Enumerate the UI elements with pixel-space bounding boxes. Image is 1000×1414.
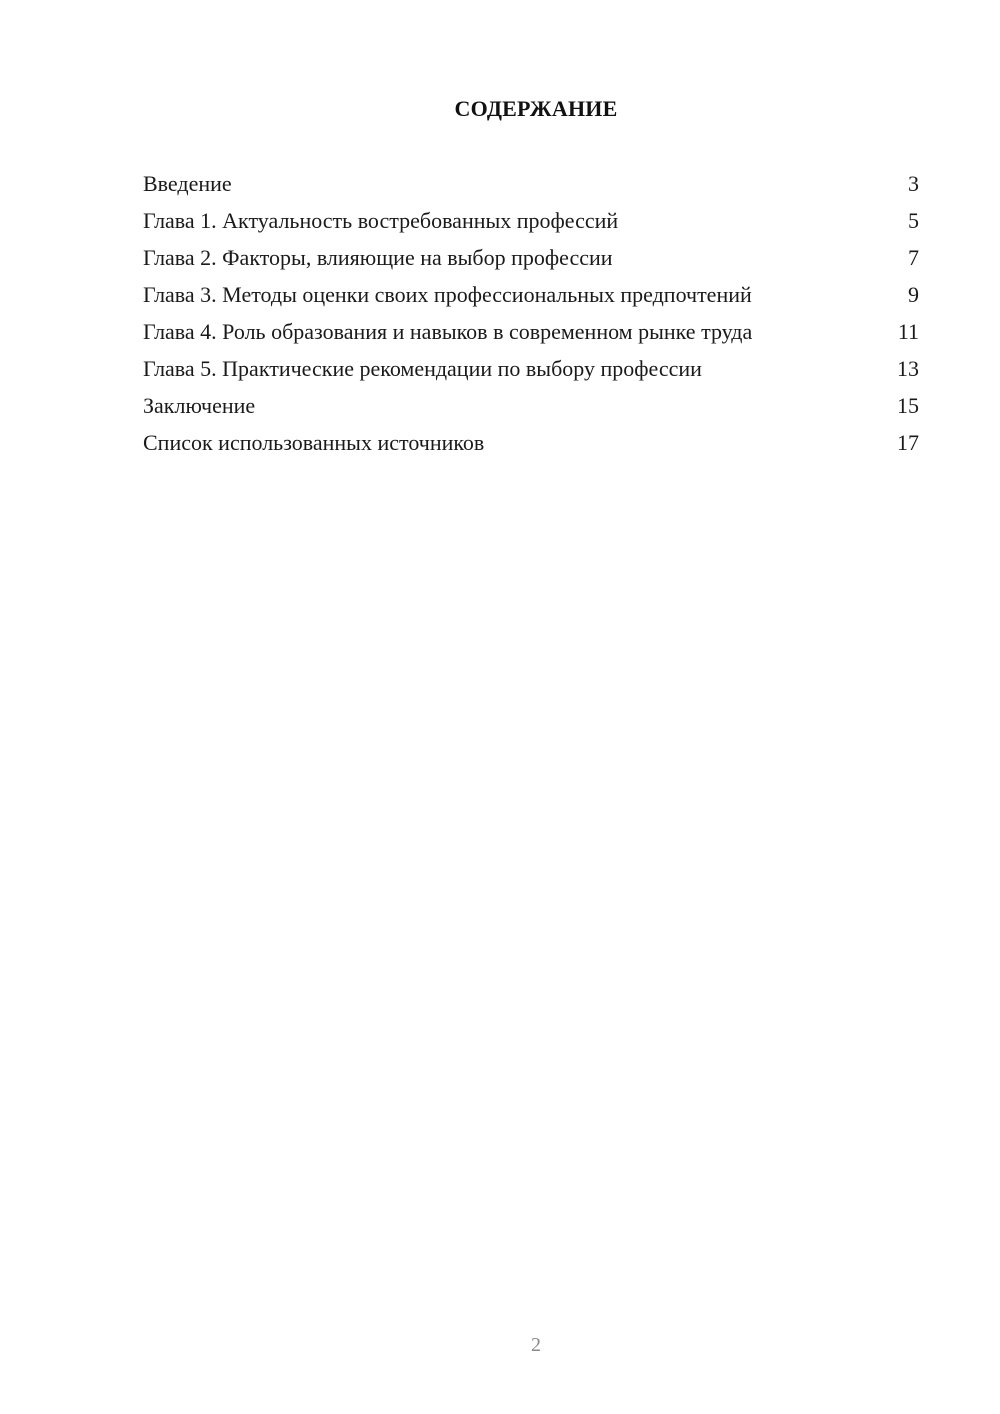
toc-entry-label: Список использованных источников (143, 430, 485, 455)
toc-entry-chapter-4 (143, 318, 919, 345)
toc-entry-page: 7 (908, 245, 919, 270)
toc-entry-page: 9 (908, 282, 919, 307)
page-title: СОДЕРЖАНИЕ (454, 96, 618, 121)
page-number: 2 (531, 1334, 541, 1356)
table-of-contents (143, 170, 919, 466)
toc-entry-page: 17 (897, 430, 919, 455)
toc-entry-label: Глава 4. Роль образования и навыков в современном рынке труда (143, 319, 753, 344)
toc-entry-page: 3 (908, 171, 919, 196)
toc-entry-chapter-3 (143, 281, 919, 308)
toc-entry-page: 13 (897, 356, 919, 381)
toc-entry-page: 11 (897, 319, 919, 344)
toc-entry-chapter-1 (143, 207, 919, 234)
toc-entry-chapter-5 (143, 355, 919, 382)
toc-entry-label: Глава 5. Практические рекомендации по выбору профессии (143, 356, 702, 381)
toc-entry-label: Глава 2. Факторы, влияющие на выбор профессии (143, 245, 613, 270)
toc-entry-label: Глава 1. Актуальность востребованных профессий (143, 208, 619, 233)
toc-entry-conclusion (143, 392, 919, 419)
toc-entry-label: Введение (143, 171, 232, 196)
toc-entry-page: 5 (908, 208, 919, 233)
toc-entry-page: 15 (897, 393, 919, 418)
toc-entry-label: Заключение (143, 393, 256, 418)
toc-entry-label: Глава 3. Методы оценки своих профессиональных предпочтений (143, 282, 752, 307)
toc-entry-introduction (143, 170, 919, 197)
toc-entry-chapter-2 (143, 244, 919, 271)
toc-entry-references (143, 429, 919, 456)
